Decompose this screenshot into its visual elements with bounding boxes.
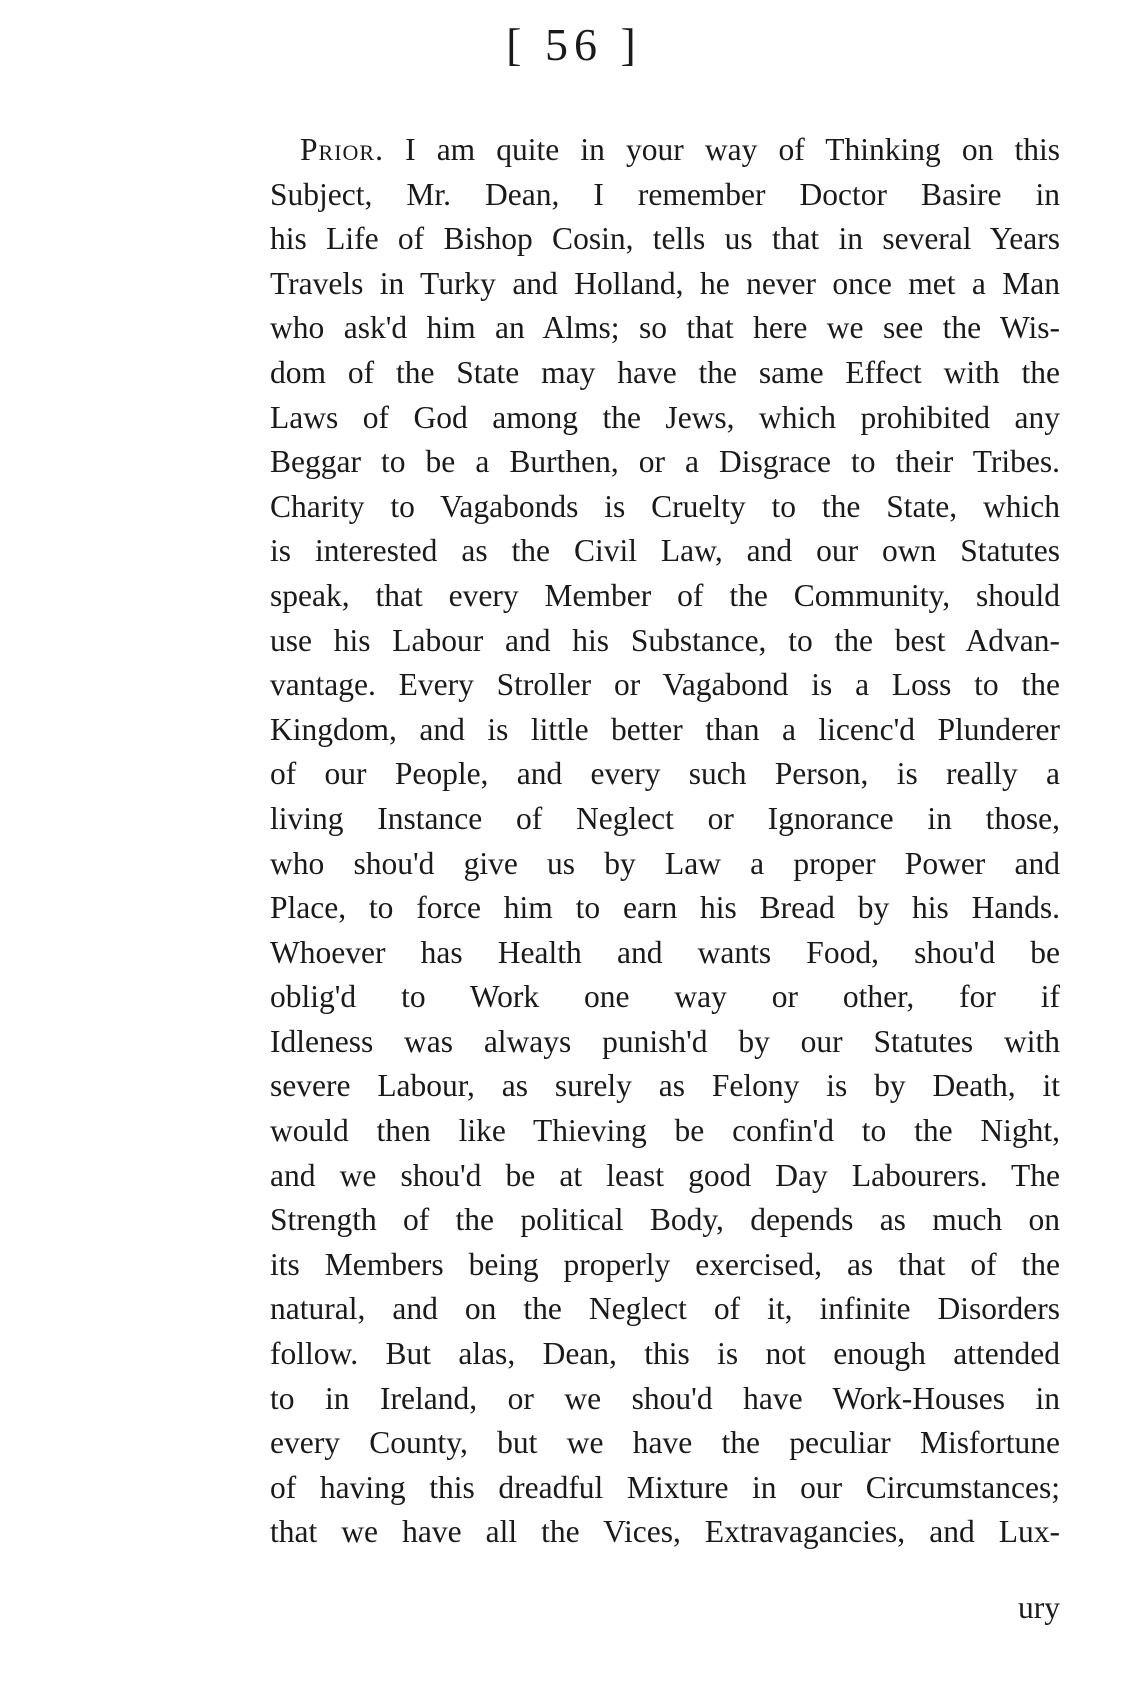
text-line: dom of the State may have the same Effect with the: [270, 354, 1060, 390]
text-line: is interested as the Civil Law, and our own Statutes: [270, 533, 1060, 569]
text-line: use his Labour and his Substance, to the best Advan-: [270, 622, 1060, 658]
body-text: [270, 128, 1060, 1555]
text-line: of having this dreadful Mixture in our Circumstances;: [270, 1469, 1060, 1505]
text-line: living Instance of Neglect or Ignorance in those,: [270, 800, 1060, 836]
text-line: natural, and on the Neglect of it, infinite Disorders: [270, 1291, 1060, 1327]
text-line: who shou'd give us by Law a proper Power and: [270, 845, 1060, 881]
catchword: ury: [1018, 1590, 1060, 1625]
text-line: Laws of God among the Jews, which prohibited any: [270, 399, 1060, 435]
text-line: every County, but we have the peculiar Misfortune: [270, 1425, 1060, 1461]
text-line: would then like Thieving be confin'd to the Night,: [270, 1113, 1060, 1149]
text-line: Prior. I am quite in your way of Thinking on this: [300, 132, 1060, 167]
text-line: his Life of Bishop Cosin, tells us that in several Years: [270, 221, 1060, 257]
text-line: that we have all the Vices, Extravagancies, and Lux-: [270, 1514, 1060, 1550]
text-line: of our People, and every such Person, is really a: [270, 756, 1060, 792]
text-line: Whoever has Health and wants Food, shou'd be: [270, 934, 1060, 970]
text-line: severe Labour, as surely as Felony is by Death, it: [270, 1068, 1060, 1104]
text-line: Idleness was always punish'd by our Statutes with: [270, 1023, 1060, 1059]
text-line: oblig'd to Work one way or other, for if: [270, 979, 1060, 1015]
text-line: Place, to force him to earn his Bread by his Hands.: [270, 890, 1060, 926]
text-line: Subject, Mr. Dean, I remember Doctor Basire in: [270, 176, 1060, 212]
text-line: Beggar to be a Burthen, or a Disgrace to their Tribes.: [270, 444, 1060, 480]
text-line: Travels in Turky and Holland, he never once met a Man: [270, 265, 1060, 301]
text-line: to in Ireland, or we shou'd have Work-Houses in: [270, 1380, 1060, 1416]
text-line: Kingdom, and is little better than a licenc'd Plunderer: [270, 711, 1060, 747]
text-line: and we shou'd be at least good Day Labourers. The: [270, 1157, 1060, 1193]
text-line: Strength of the political Body, depends as much on: [270, 1202, 1060, 1238]
text-line: follow. But alas, Dean, this is not enough attended: [270, 1336, 1060, 1372]
text-line: speak, that every Member of the Community, should: [270, 577, 1060, 613]
text-line: vantage. Every Stroller or Vagabond is a Loss to the: [270, 667, 1060, 703]
speaker-name: Prior.: [300, 132, 384, 167]
text-line: its Members being properly exercised, as that of the: [270, 1246, 1060, 1282]
page-number: [ 56 ]: [506, 19, 642, 70]
text-line: Charity to Vagabonds is Cruelty to the State, which: [270, 488, 1060, 524]
text-line: who ask'd him an Alms; so that here we see the Wis-: [270, 310, 1060, 346]
